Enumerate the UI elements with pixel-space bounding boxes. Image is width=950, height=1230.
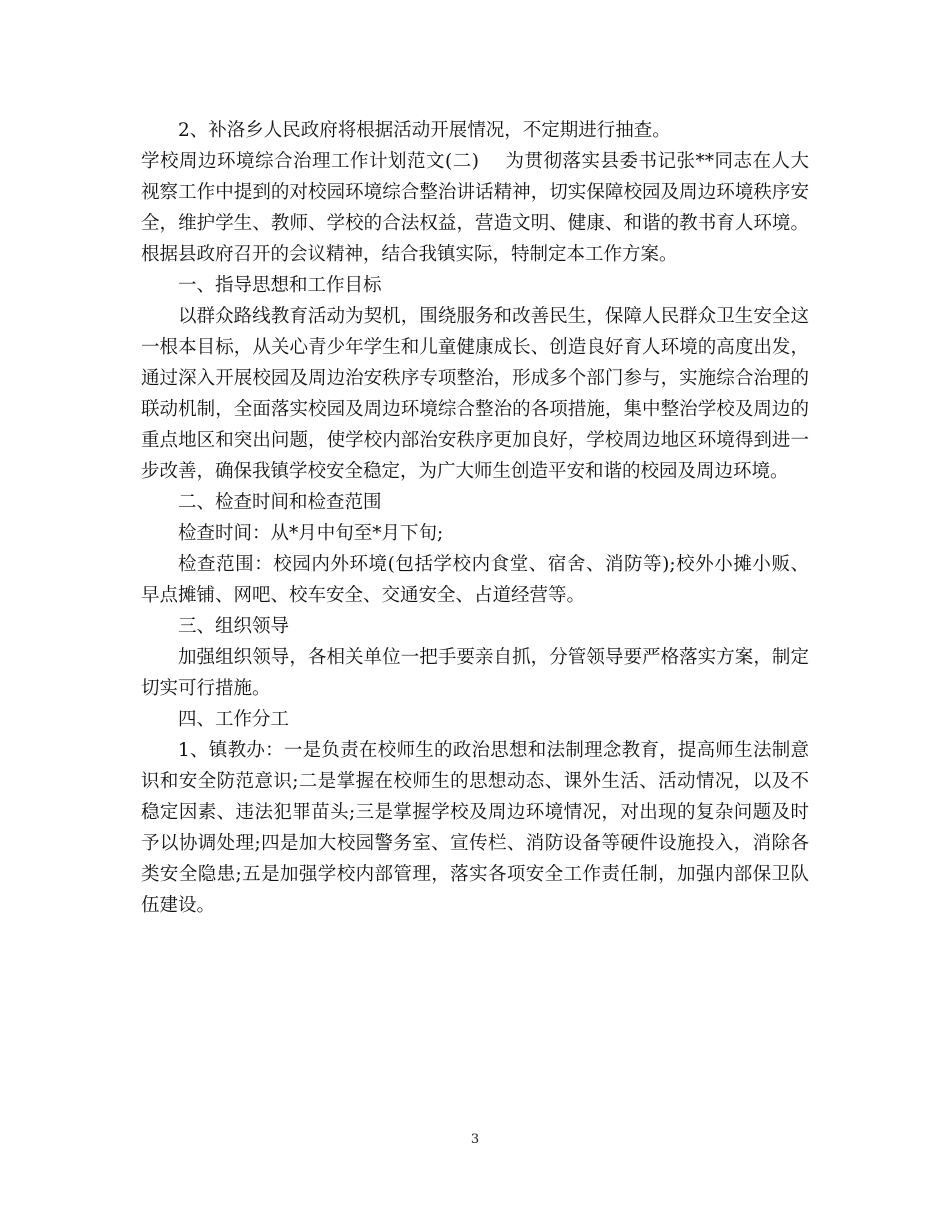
paragraph-inspection-scope: 检查范围：校园内外环境(包括学校内食堂、宿舍、消防等);校外小摊小贩、早点摊铺、网吧、校车安全、交通安全、占道经营等。 [141,554,809,606]
paragraph-1: 2、补洛乡人民政府将根据活动开展情况，不定期进行抽查。 [178,120,671,141]
document-body [141,115,809,921]
paragraph-2-text: 为贯彻落实县委书记张**同志在人大视察工作中提到的对校园环境综合整治讲话精神，切实保障校园及周边环境秩序安全，维护学生、教师、学校的合法权益，营造文明、健康、和谐的教书育人环境。根据县政府召开的会议精神，结合我镇实际，特制定本工作方案。 [141,151,809,265]
paragraph-guiding-ideology: 以群众路线教育活动为契机，围绕服务和改善民生，保障人民群众卫生安全这一根本目标，从关心青少年学生和儿童健康成长、创造良好育人环境的高度出发，通过深入开展校园及周边治安秩序专项整治，形成多个部门参与，实施综合治理的联动机制，全面落实校园及周边环境综合整治的各项措施，集中整治学校及周边的重点地区和突出问题，使学校内部治安秩序更加良好，学校周边地区环境得到进一步改善，确保我镇学校安全稳定，为广大师生创造平安和谐的校园及周边环境。 [141,306,809,482]
paragraph-inspection-time: 检查时间：从*月中旬至*月下旬; [178,523,444,544]
section-title: 学校周边环境综合治理工作计划范文(二) [141,151,479,172]
heading-division-of-work: 四、工作分工 [178,709,290,730]
paragraph-education-office: 1、镇教办：一是负责在校师生的政治思想和法制理念教育，提高师生法制意识和安全防范意识;二是掌握在校师生的思想动态、课外生活、活动情况，以及不稳定因素、违法犯罪苗头;三是掌握学校及周边环境情况，对出现的复杂问题及时予以协调处理;四是加大校园警务室、宣传栏、消防设备等硬件设施投入，消除各类安全隐患;五是加强学校内部管理，落实各项安全工作责任制，加强内部保卫队伍建设。 [141,740,809,916]
heading-inspection-time-scope: 二、检查时间和检查范围 [178,492,382,513]
heading-organization: 三、组织领导 [178,616,290,637]
paragraph-2 [141,146,809,270]
paragraph-organization: 加强组织领导，各相关单位一把手要亲自抓，分管领导要严格落实方案，制定切实可行措施。 [141,647,809,699]
heading-guiding-ideology: 一、指导思想和工作目标 [178,275,382,296]
page-number: 3 [470,1132,480,1147]
